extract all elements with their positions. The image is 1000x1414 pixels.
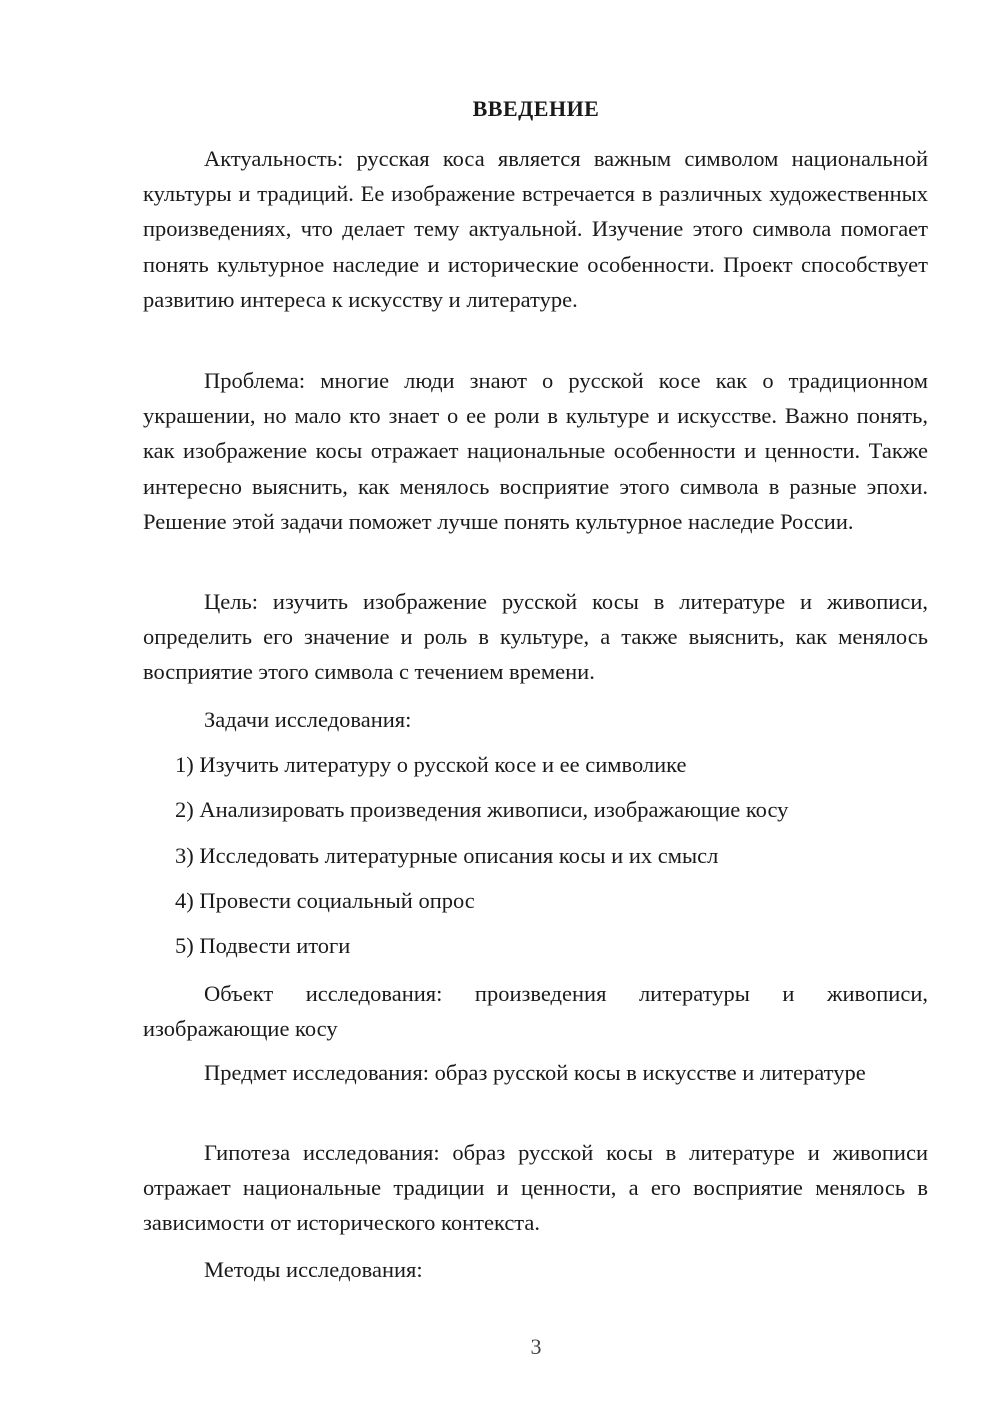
page-title: ВВЕДЕНИЕ <box>472 96 600 121</box>
object-paragraph: Объект исследования: произведения литературы и живописи, изображающие косу <box>143 981 928 1042</box>
task-item-1: 1) Изучить литературу о русской косе и ее символике <box>175 752 687 777</box>
hypothesis-paragraph: Гипотеза исследования: образ русской косы в литературе и живописи отражает национальные традиции и ценности, а его восприятие менялось в зависимости от исторического контекста. <box>143 1140 928 1236</box>
tasks-heading: Задачи исследования: <box>204 707 412 732</box>
page-number: 3 <box>530 1334 542 1359</box>
task-item-4: 4) Провести социальный опрос <box>175 888 475 913</box>
relevance-paragraph: Актуальность: русская коса является важным символом национальной культуры и традиций. Ее изображение встречается в различных художественных произведениях, что делает тему актуальной. Изучение этого символа помогает понять культурное наследие и исторические особенности. Проект способствует развитию интереса к искусству и литературе. <box>143 146 928 312</box>
task-item-5: 5) Подвести итоги <box>175 933 351 958</box>
goal-paragraph: Цель: изучить изображение русской косы в литературе и живописи, определить его значение и роль в культуре, а также выяснить, как менялось восприятие этого символа с течением времени. <box>143 589 928 685</box>
task-item-3: 3) Исследовать литературные описания косы и их смысл <box>175 843 719 868</box>
task-item-2: 2) Анализировать произведения живописи, изображающие косу <box>175 797 789 822</box>
subject-paragraph: Предмет исследования: образ русской косы в искусстве и литературе <box>204 1060 866 1085</box>
methods-heading: Методы исследования: <box>204 1257 423 1282</box>
problem-paragraph: Проблема: многие люди знают о русской косе как о традиционном украшении, но мало кто знает о ее роли в культуре и искусстве. Важно понять, как изображение косы отражает национальные особенности и ценности. Также интересно выяснить, как менялось восприятие этого символа в разные эпохи. Решение этой задачи поможет лучше понять культурное наследие России. <box>143 368 928 534</box>
